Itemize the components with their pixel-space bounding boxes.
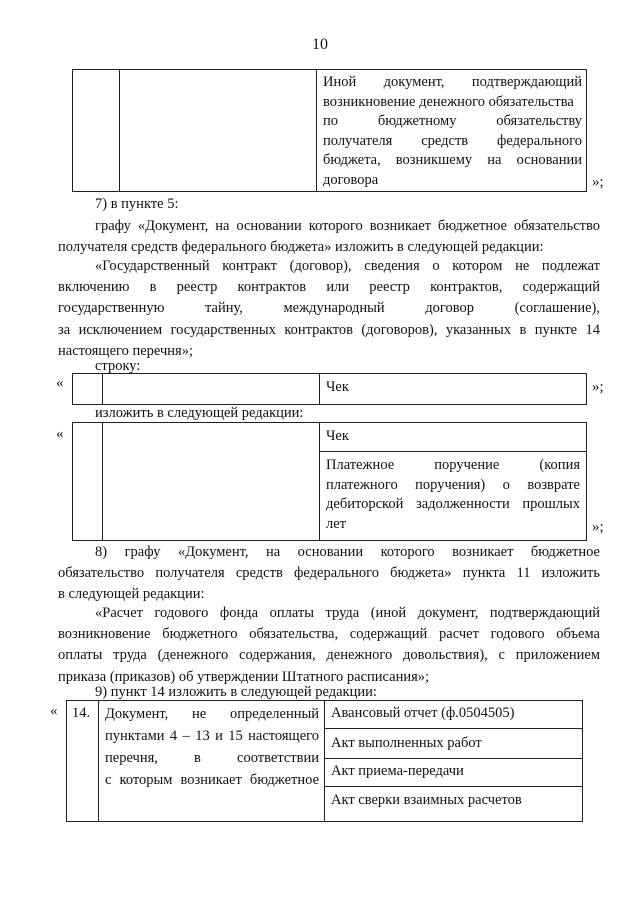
paragraph-line: «Государственный контракт (договор), сведения о котором не подлежат — [95, 258, 600, 274]
item9-open-quote: « — [50, 703, 58, 719]
new-row-cell-2-line: платежного поручения) о возврате — [326, 476, 580, 493]
paragraph-line: оплаты труда (денежного содержания, денежного довольствия), с приложением — [58, 647, 600, 664]
old-row-col-2 — [102, 373, 320, 405]
new-row-col-1 — [72, 422, 103, 541]
item9-description-line: перечня, в соответствии — [105, 750, 319, 766]
table1-col-3 — [316, 69, 587, 192]
old-row-open-quote: « — [56, 375, 64, 391]
old-row-col-3 — [319, 373, 587, 405]
new-row-close-quote: »; — [592, 519, 604, 535]
table1-line: договора — [323, 171, 379, 188]
table1-line: бюджета, возникшему на основании — [323, 152, 582, 169]
new-row-cell-2-line: дебиторской задолженности прошлых — [326, 496, 580, 513]
old-row-cell-text: Чек — [326, 379, 349, 395]
item9-heading: 9) пункт 14 изложить в следующей редакции: — [95, 684, 377, 700]
paragraph-line: возникновение бюджетного обязательства, содержащий расчет годового объема — [58, 626, 600, 643]
table1-line: Иной документ, подтверждающий — [323, 74, 582, 90]
old-row-close-quote: »; — [592, 379, 604, 395]
item9-document-text: Авансовый отчет (ф.0504505) — [331, 705, 515, 721]
item9-number-cell — [66, 700, 99, 822]
item9-description-cell — [98, 700, 325, 822]
new-row-cell-2-line: лет — [326, 515, 347, 532]
paragraph-line: государственную тайну, международный договор (соглашение), — [58, 300, 600, 317]
item8-new-text — [58, 603, 600, 688]
item7-intro — [58, 216, 600, 258]
new-row-cell-2-line: Платежное поручение (копия — [326, 457, 580, 473]
paragraph-line: графу «Документ, на основании которого возникает бюджетное обязательство — [95, 218, 600, 234]
old-row-col-1 — [72, 373, 103, 405]
table1-line: возникновение денежного обязательства — [323, 93, 574, 110]
item9-document-text: Акт приема-передачи — [331, 763, 464, 779]
item7-new-text — [58, 256, 600, 362]
table1-line: получателя средств федерального — [323, 132, 582, 149]
paragraph-line: «Расчет годового фонда оплаты труда (иной документ, подтверждающий — [95, 605, 600, 621]
item9-document-cell — [324, 728, 583, 759]
item7-row-label: строку: — [95, 358, 141, 374]
table1-close-quote: »; — [592, 174, 604, 190]
paragraph-line: получателя средств федерального бюджета» изложить в следующей редакции: — [58, 239, 544, 256]
item9-number: 14. — [72, 705, 91, 721]
item9-description-line: пунктами 4 – 13 и 15 настоящего — [105, 728, 319, 744]
item9-description-line: с которым возникает бюджетное — [105, 772, 319, 788]
paragraph-line: 8) графу «Документ, на основании которого возникает бюджетное — [95, 544, 600, 560]
page-number: 10 — [312, 36, 328, 53]
table1-col-1 — [72, 69, 120, 192]
table1-line: по бюджетному обязательству — [323, 113, 582, 130]
item7-heading: 7) в пункте 5: — [95, 196, 179, 212]
item9-document-cell — [324, 786, 583, 822]
paragraph-line: включению в реестр контрактов или реестр контрактов, содержащий — [58, 279, 600, 296]
item9-description-line: Документ, не определенный — [105, 706, 319, 722]
paragraph-line: обязательство получателя средств федерального бюджета» пункта 11 изложить — [58, 565, 600, 582]
item7-replace-label: изложить в следующей редакции: — [95, 405, 304, 421]
new-row-col-2 — [102, 422, 320, 541]
new-row-cell-1-text: Чек — [326, 428, 349, 444]
paragraph-line: настоящего перечня»; — [58, 342, 194, 359]
new-row-open-quote: « — [56, 426, 64, 442]
paragraph-line: в следующей редакции: — [58, 586, 205, 603]
item9-document-cell — [324, 700, 583, 729]
item9-document-cell — [324, 758, 583, 787]
paragraph-line: приказа (приказов) об утверждении Штатного расписания»; — [58, 668, 430, 685]
item9-document-text: Акт выполненных работ — [331, 735, 482, 751]
item8-text — [58, 542, 600, 606]
item9-document-text: Акт сверки взаимных расчетов — [331, 792, 522, 808]
paragraph-line: за исключением государственных контрактов (договоров), указанных в пункте 14 — [58, 321, 600, 338]
new-row-cell-1 — [319, 422, 587, 452]
table1-col-2 — [119, 69, 317, 192]
new-row-cell-2 — [319, 451, 587, 541]
